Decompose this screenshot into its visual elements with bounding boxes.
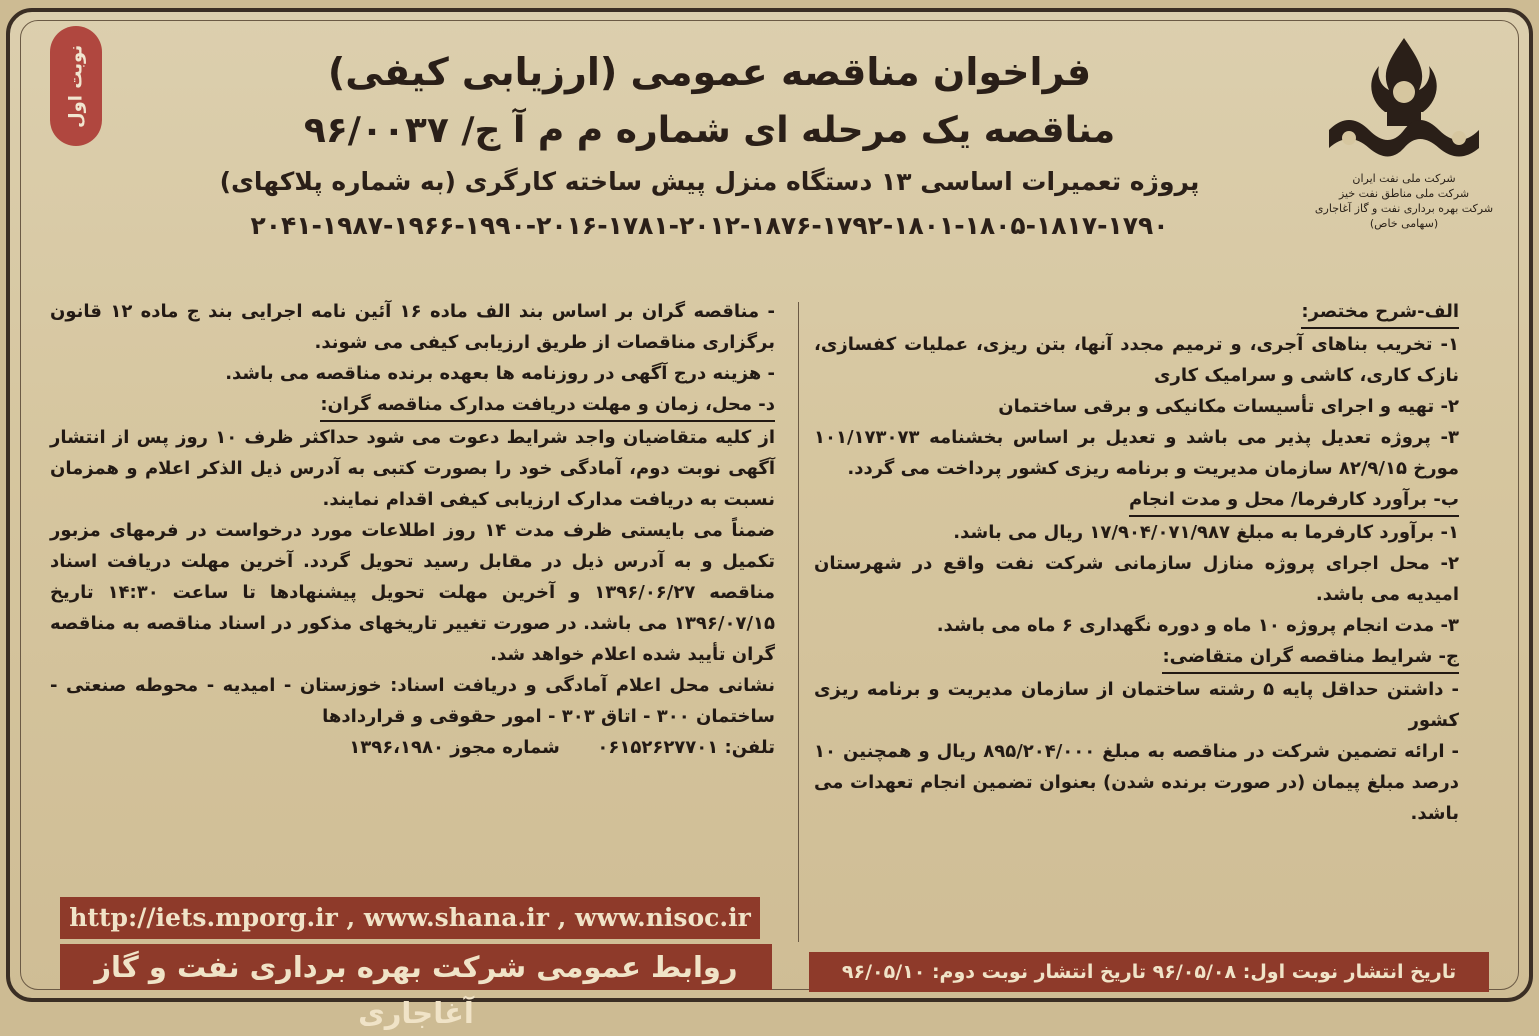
- logo-caption-line: (سهامی خاص): [1369, 217, 1439, 230]
- section-c-item: - داشتن حداقل پایه ۵ رشته ساختمان از سازمان مدیریت و برنامه ریزی کشور: [814, 679, 1459, 731]
- title-block: [140, 42, 1279, 248]
- main-title: فراخوان مناقصه عمومی (ارزیابی کیفی): [327, 50, 1092, 94]
- logo-caption: [1309, 171, 1499, 231]
- intro-paragraph: - مناقصه گران بر اساس بند الف ماده ۱۶ آئین نامه اجرایی بند ج ماده ۱۲ قانون برگزاری مناقصات از طریق ارزیابی کیفی می شوند.: [50, 301, 775, 353]
- tender-number-title: مناقصه یک مرحله ای شماره م م آ ج/ ۹۶/۰۰۳۷: [303, 110, 1116, 151]
- logo-caption-line: شرکت بهره برداری نفت و گاز آغاجاری: [1314, 202, 1494, 215]
- plate-numbers: ۲۰۴۱-۱۹۸۷-۱۹۶۶-۱۹۹۰-۲۰۱۶-۱۷۸۱-۲۰۱۲-۱۸۷۶-۱۷۹۲-۱۸۰۱-۱۸۰۵-۱۸۱۷-۱۷۹۰: [250, 211, 1169, 240]
- section-a-item: ۳- پروژه تعدیل پذیر می باشد و تعدیل بر اساس بخشنامه ۱۰۱/۱۷۳۰۷۳ مورخ ۸۲/۹/۱۵ سازمان مدیریت و برنامه ریزی کشور پرداخت می گردد.: [814, 427, 1459, 479]
- project-title: پروژه تعمیرات اساسی ۱۳ دستگاه منزل پیش ساخته کارگری (به شماره پلاکهای): [219, 167, 1200, 196]
- logo-caption-line: شرکت ملی نفت ایران: [1352, 172, 1456, 185]
- nioc-logo-block: [1309, 30, 1499, 260]
- address-paragraph: نشانی محل اعلام آمادگی و دریافت اسناد: خوزستان - امیدیه - محوطه صنعتی - ساختمان ۳۰۰ - اتاق ۳۰۳ - امور حقوقی و قراردادها: [50, 675, 775, 727]
- section-b-item: ۱- برآورد کارفرما به مبلغ ۱۷/۹۰۴/۰۷۱/۹۸۷ ریال می باشد.: [953, 522, 1459, 543]
- left-column: [50, 296, 775, 763]
- logo-caption-line: شرکت ملی مناطق نفت خیز: [1338, 187, 1470, 200]
- first-publication-badge: نوبت اول: [50, 26, 102, 146]
- section-a-heading: الف-شرح مختصر:: [1301, 296, 1459, 329]
- phone-number: تلفن: ۰۶۱۵۲۶۲۷۷۰۱: [597, 737, 775, 758]
- right-column: [814, 296, 1459, 829]
- newspaper-ad: [6, 8, 1533, 1030]
- permit-number: شماره مجوز ۱۳۹۶،۱۹۸۰: [349, 737, 560, 758]
- websites-banner: http://iets.mporg.ir , www.shana.ir , www.nisoc.ir: [60, 897, 760, 939]
- section-d-text: از کلیه متقاضیان واجد شرایط دعوت می شود حداکثر ظرف ۱۰ روز پس از انتشار آگهی نوبت دوم، آمادگی خود را بصورت کتبی به آدرس ذیل الذکر اعلام و همزمان نسبت به دریافت مدارک ارزیابی کیفی اقدام نمایند.: [50, 427, 775, 510]
- section-b-item: ۲- محل اجرای پروژه منازل سازمانی شرکت نفت واقع در شهرستان امیدیه می باشد.: [814, 553, 1459, 605]
- contact-line: [50, 732, 775, 763]
- nioc-flame-logo-icon: [1319, 30, 1489, 165]
- column-divider: [798, 302, 799, 942]
- details-paragraph: ضمناً می بایستی ظرف مدت ۱۴ روز اطلاعات مورد درخواست در فرمهای مزبور تکمیل و به آدرس ذیل در مقابل رسید تحویل گردد. آخرین مهلت دریافت اسناد مناقصه ۱۳۹۶/۰۶/۲۷ و آخرین مهلت تحویل پیشنهادها تا ساعت ۱۴:۳۰ تاریخ ۱۳۹۶/۰۷/۱۵ می باشد. در صورت تغییر تاریخهای مذکور در اسناد مناقصه به مناقصه گران تأیید شده اعلام خواهد شد.: [50, 520, 775, 665]
- intro-paragraph: - هزینه درج آگهی در روزنامه ها بعهده برنده مناقصه می باشد.: [225, 363, 775, 384]
- section-b-heading: ب- برآورد کارفرما/ محل و مدت انجام: [1129, 484, 1459, 517]
- publication-dates-banner: تاریخ انتشار نوبت اول: ۹۶/۰۵/۰۸ تاریخ انتشار نوبت دوم: ۹۶/۰۵/۱۰: [809, 952, 1489, 992]
- section-b-item: ۳- مدت انجام پروژه ۱۰ ماه و دوره نگهداری ۶ ماه می باشد.: [936, 615, 1459, 636]
- section-a-item: ۲- تهیه و اجرای تأسیسات مکانیکی و برقی ساختمان: [998, 396, 1459, 417]
- publisher-banner: روابط عمومی شرکت بهره برداری نفت و گاز آغاجاری: [60, 944, 772, 990]
- section-d-heading: د- محل، زمان و مهلت دریافت مدارک مناقصه گران:: [320, 389, 775, 422]
- section-c-item: - ارائه تضمین شرکت در مناقصه به مبلغ ۸۹۵/۲۰۴/۰۰۰ ریال و همچنین ۱۰ درصد مبلغ پیمان (در صورت برنده شدن) بعنوان تضمین انجام تعهدات می باشد.: [814, 741, 1460, 824]
- section-c-heading: ج- شرایط مناقصه گران متقاضی:: [1162, 641, 1459, 674]
- section-a-item: ۱- تخریب بناهای آجری، و ترمیم مجدد آنها، بتن ریزی، عملیات کفسازی، نازک کاری، کاشی و سرامیک کاری: [814, 334, 1459, 386]
